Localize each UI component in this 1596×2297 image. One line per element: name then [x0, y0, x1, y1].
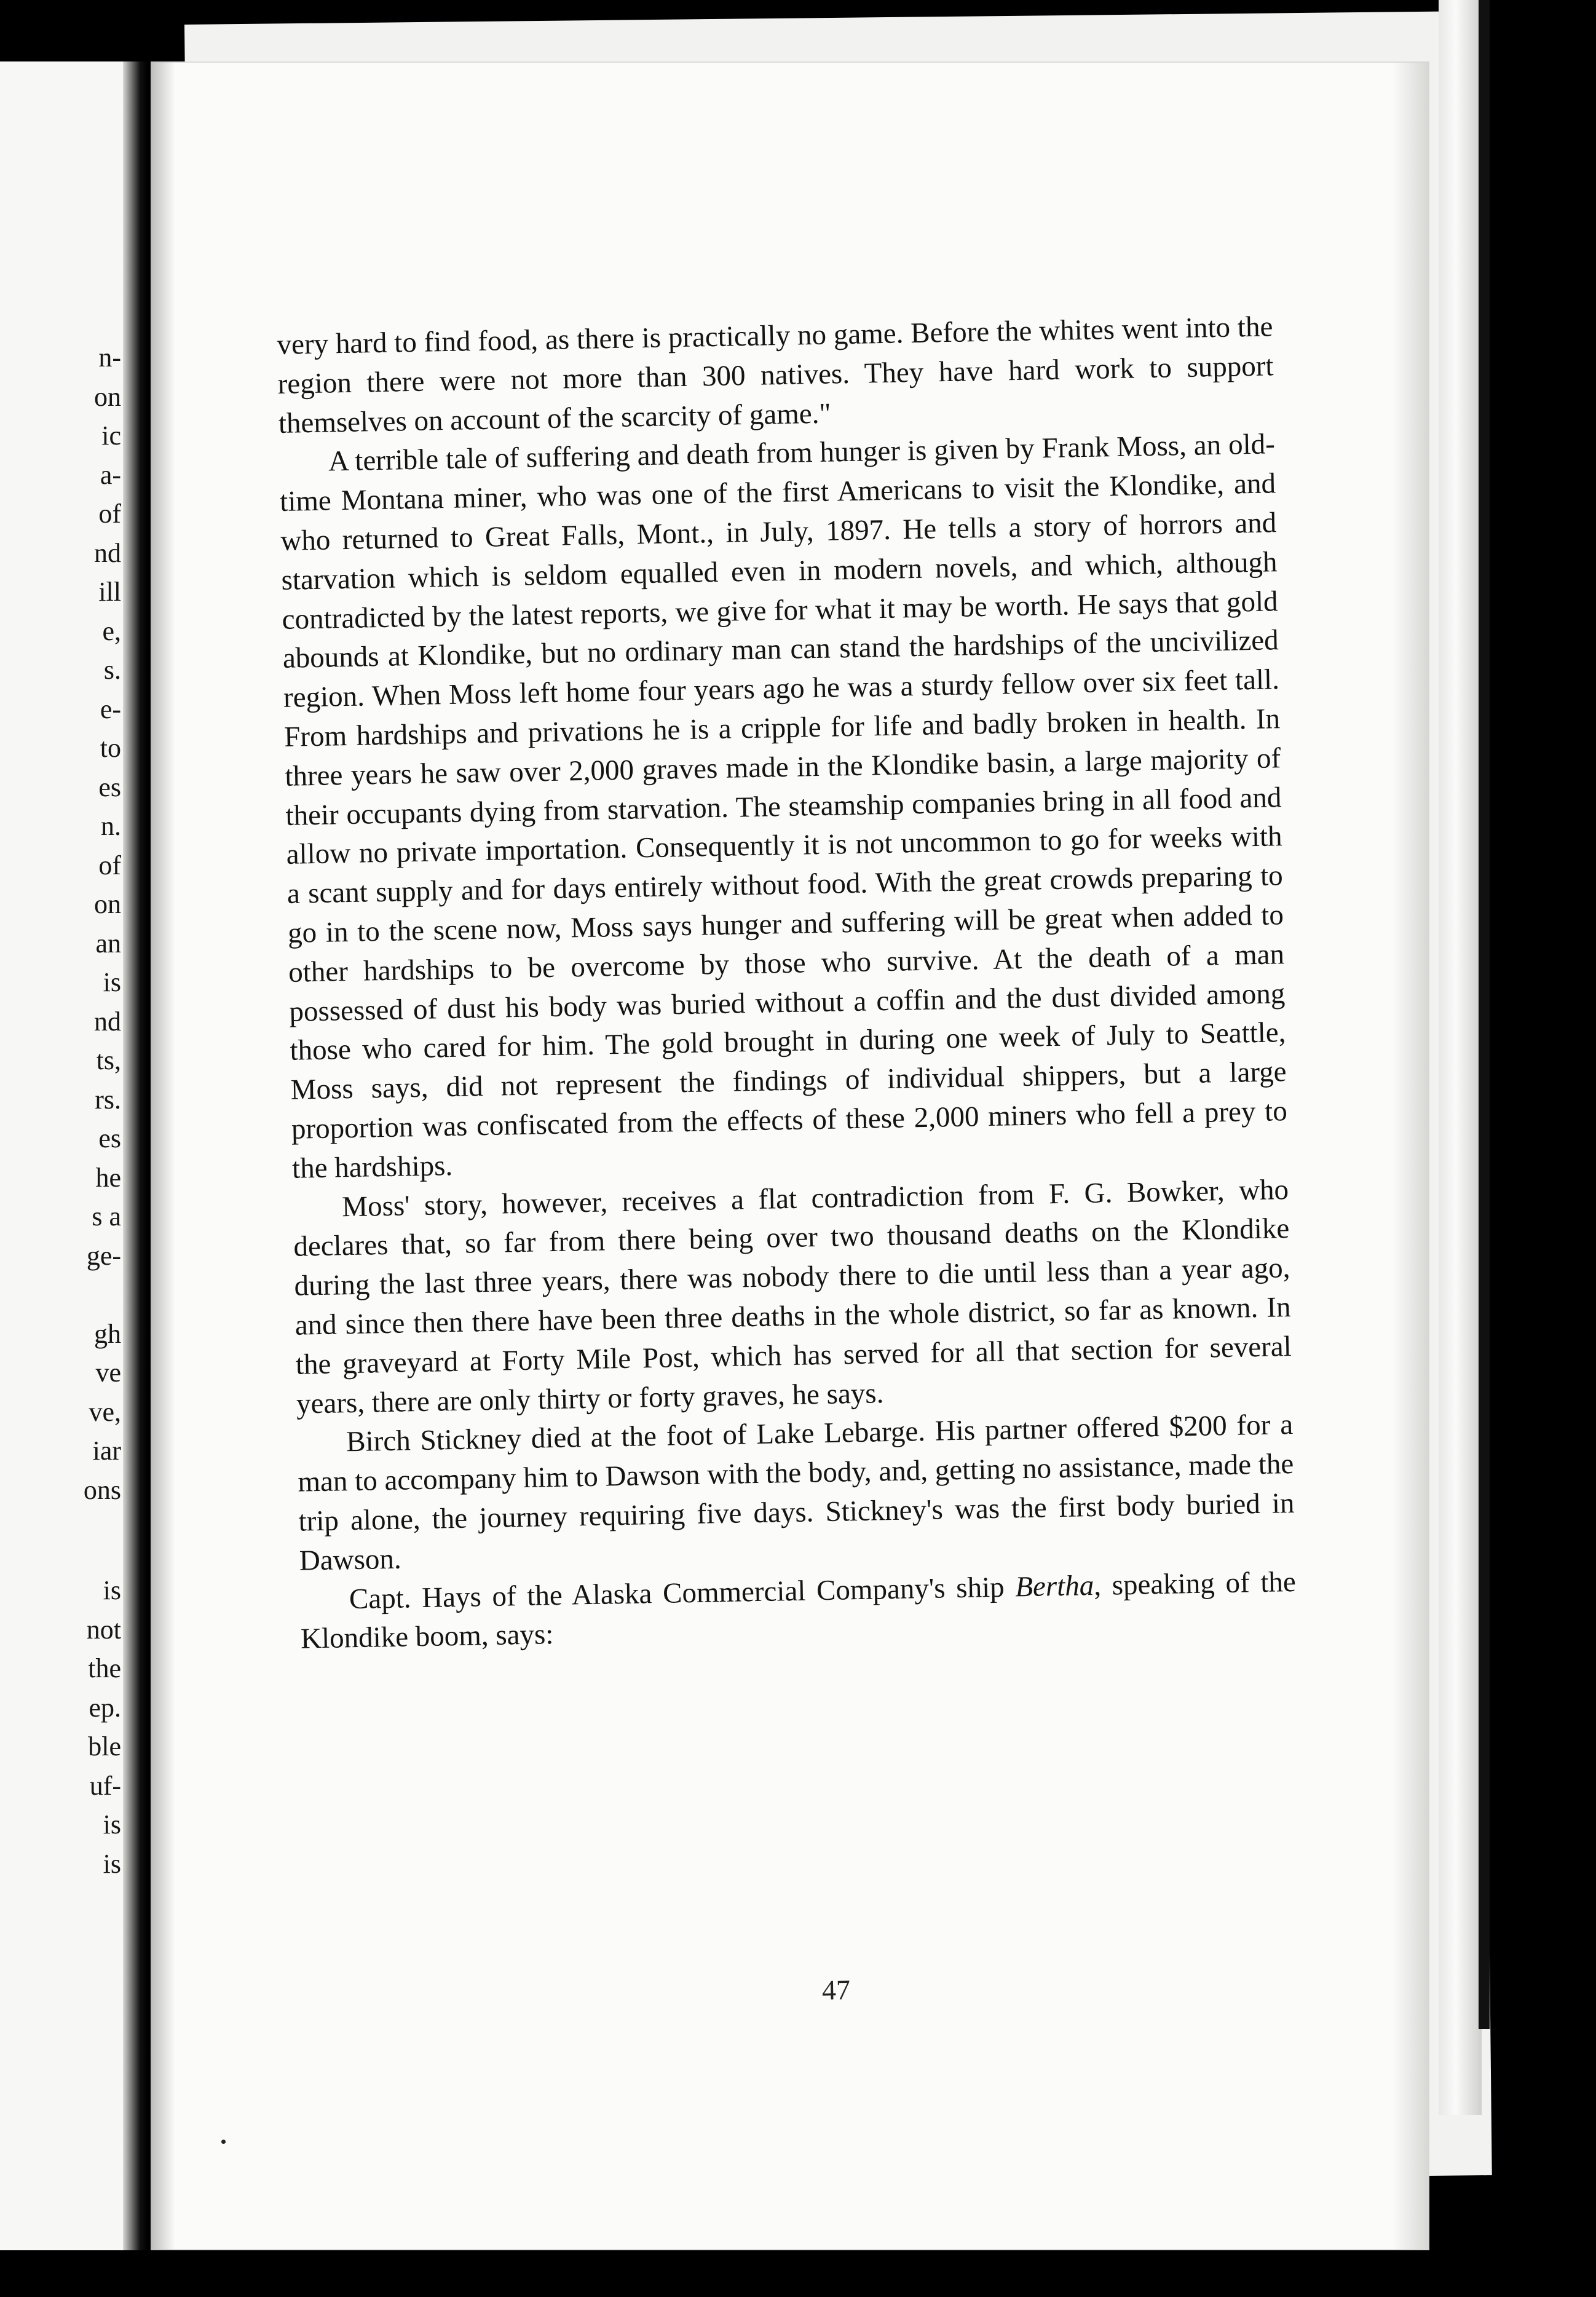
page-stack-edge [1439, 0, 1482, 2115]
ship-name-italic: Bertha [1014, 1569, 1094, 1603]
left-fragment: of [98, 850, 121, 880]
left-fragment: ve [95, 1358, 121, 1388]
paragraph-4: Birch Stickney died at the foot of Lake Lebarge. His partner offered $200 for a man to accompany him to Dawson with the body, and, getting no assistance, made the trip alone, the journey requiring five days. Stickney's was the first body buried in Dawson. [297, 1409, 1295, 1577]
left-fragment: ill [98, 577, 121, 607]
left-fragment: iar [92, 1436, 121, 1466]
scan-speck [221, 2140, 226, 2144]
left-fragment [4, 1275, 121, 1315]
left-fragment: nd [94, 537, 121, 568]
left-fragment: ic [101, 421, 121, 451]
left-fragment: is [103, 1848, 121, 1879]
left-fragment-gap [4, 1509, 121, 1571]
paragraph-3: Moss' story, however, receives a flat contradiction from F. G. Bowker, who declares that, so far from there being over two thousand deaths on the Klondike during the last three years, there was nobody there to die until less than a year ago, and since then there have been three deaths in the whole district, so far as known. In the graveyard at Forty Mile Post, which has served for all that section for several years, there are only thirty or forty graves, he says. [293, 1173, 1292, 1420]
left-fragment: ep. [89, 1692, 121, 1723]
left-fragment: rs. [95, 1084, 121, 1115]
left-fragment: es [98, 772, 121, 802]
left-fragment: ge- [86, 1240, 121, 1271]
page-body-text [277, 307, 1297, 1659]
left-fragment: to [100, 733, 121, 763]
left-fragment: on [94, 889, 121, 919]
left-fragment: e- [100, 694, 121, 724]
left-facing-page [0, 61, 136, 2250]
paragraph-2: A terrible tale of suffering and death from hunger is given by Frank Moss, an old-time Montana miner, who was one of the first Americans to visit the Klondike, and who returned to Great Falls, Mont., in July, 1897. He tells a story of horrors and starvation which is seldom equalled even in modern novels, and which, although contradicted by the latest reports, we give for what it may be worth. He says that gold abounds at Klondike, but no ordinary man can stand the hardships of the uncivilized region. When Moss left home four years ago he was a sturdy fellow over six feet tall. From hardships and privations he is a cripple for life and badly broken in health. In three years he saw over 2,000 graves made in the Klondike basin, a large majority of their occupants dying from starvation. The steamship companies bring in all food and allow no private importation. Consequently it is not uncommon to go for weeks with a scant supply and for days entirely without food. With the great crowds preparing to go in to the scene now, Moss says hunger and suffering will be great when added to other hardships to be overcome by those who survive. At the death of a man possessed of dust his body was buried without a coffin and the dust divided among those who cared for him. The gold brought in during one week of July to Seattle, Moss says, did not represent the findings of individual shippers, but a large proportion was confiscated from the effects of these 2,000 miners who fell a prey to the hardships. [279, 428, 1288, 1185]
left-fragment: es [98, 1123, 121, 1153]
left-fragment: is [103, 967, 121, 997]
left-fragment: s. [103, 655, 121, 685]
left-fragment: he [95, 1162, 121, 1193]
paragraph-1: very hard to find food, as there is practically no game. Before the whites went into the region there were not more than 300 natives. They have hard work to support themselves on account of the scarcity of game." [277, 310, 1274, 440]
left-page-text-fragments [4, 338, 121, 1883]
left-fragment: a- [100, 459, 121, 490]
left-fragment: ble [88, 1731, 121, 1761]
left-fragment: the [88, 1653, 121, 1683]
left-fragment: uf- [89, 1770, 121, 1801]
page-number: 47 [821, 1974, 851, 2006]
left-fragment: e, [102, 615, 121, 646]
left-fragment: on [94, 381, 121, 412]
paragraph-5-start: Capt. Hays of the Alaska Commercial Company's ship [349, 1570, 1016, 1615]
right-page [151, 61, 1429, 2250]
left-fragment: n- [98, 342, 121, 373]
left-fragment: gh [94, 1318, 121, 1349]
left-fragment: ons [83, 1474, 121, 1505]
book-gutter [123, 61, 148, 2250]
left-fragment: ve, [89, 1396, 121, 1427]
page-stack-shadow [1479, 0, 1490, 2029]
left-fragment: nd [94, 1006, 121, 1037]
left-fragment: an [95, 928, 121, 959]
paragraph-5-end: , speaking of the Klondike boom, says: [300, 1565, 1297, 1655]
left-fragment: ts, [96, 1045, 121, 1075]
left-fragment: of [98, 499, 121, 529]
left-fragment: is [103, 1809, 121, 1840]
left-fragment: s a [92, 1201, 121, 1232]
left-fragment: is [103, 1575, 121, 1605]
left-fragment: n. [101, 811, 121, 841]
left-fragment: not [86, 1614, 121, 1645]
